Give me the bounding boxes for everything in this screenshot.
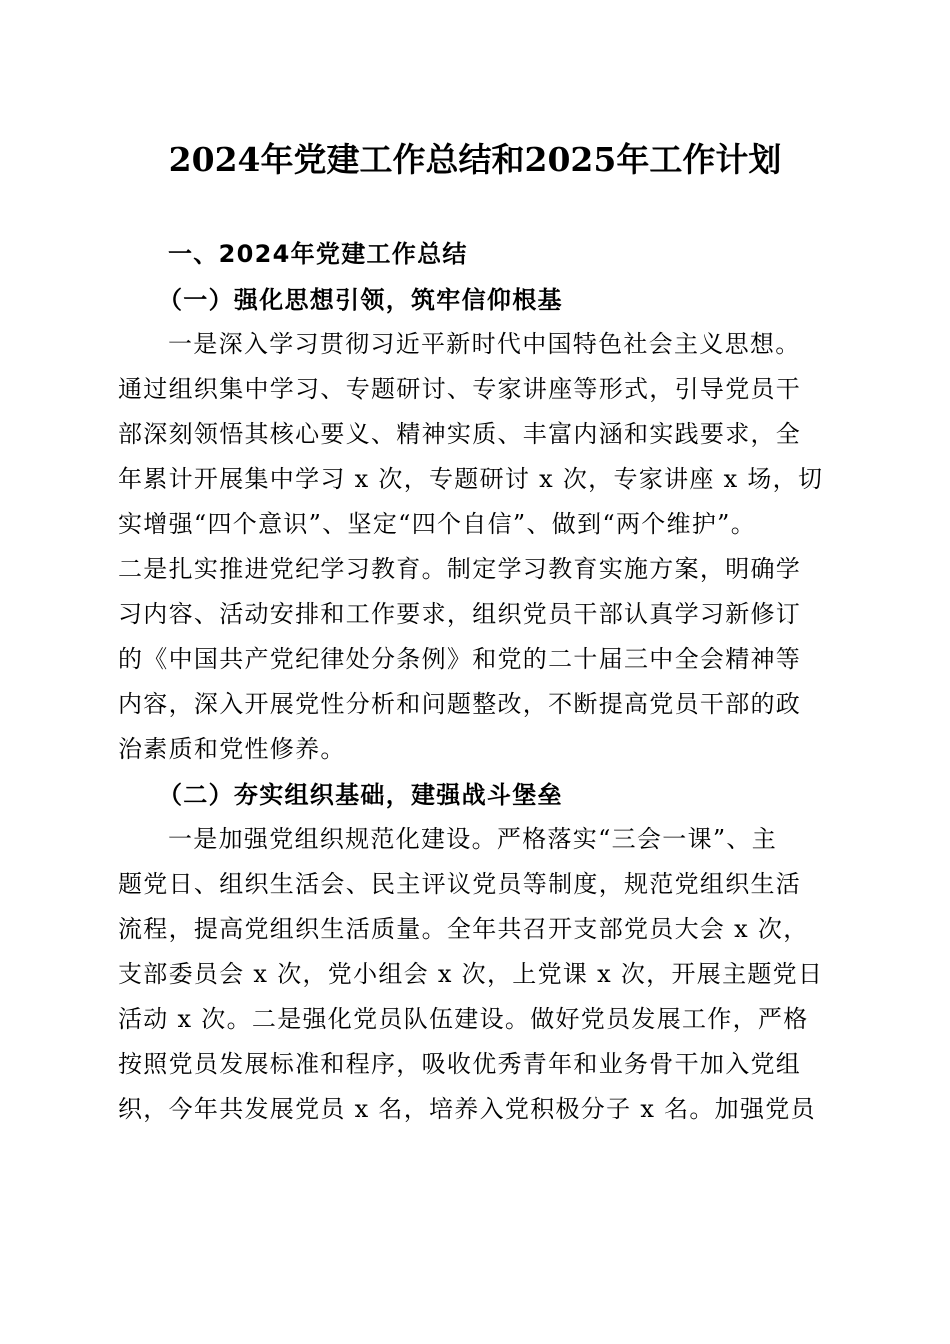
paragraph-line: 治素质和党性修养。	[118, 735, 346, 763]
paragraph-line: 部深刻领悟其核心要义、精神实质、丰富内涵和实践要求，全	[118, 420, 802, 448]
subsection-heading-1: （一）强化思想引领，筑牢信仰根基	[158, 285, 563, 314]
document-body	[118, 232, 830, 1132]
paragraph-line: 按照党员发展标准和程序，吸收优秀青年和业务骨干加入党组	[118, 1050, 802, 1078]
paragraph-line: 习内容、活动安排和工作要求，组织党员干部认真学习新修订	[118, 600, 802, 628]
paragraph-line: 年累计开展集中学习 x 次，专题研讨 x 次，专家讲座 x 场，切	[118, 465, 824, 493]
paragraph-2	[118, 817, 830, 1132]
paragraph-line: 题党日、组织生活会、民主评议党员等制度，规范党组织生活	[118, 870, 802, 898]
paragraph-line: 内容，深入开展党性分析和问题整改，不断提高党员干部的政	[118, 690, 802, 718]
subsection-heading-2: （二）夯实组织基础，建强战斗堡垒	[158, 780, 563, 809]
document-title: 2024年党建工作总结和2025年工作计划	[168, 140, 782, 179]
paragraph-line: 一是加强党组织规范化建设。严格落实“三会一课”、主	[168, 825, 778, 853]
paragraph-line: 活动 x 次。二是强化党员队伍建设。做好党员发展工作，严格	[118, 1005, 809, 1033]
paragraph-1	[118, 322, 830, 772]
paragraph-line: 通过组织集中学习、专题研讨、专家讲座等形式，引导党员干	[118, 375, 802, 403]
paragraph-line: 织，今年共发展党员 x 名，培养入党积极分子 x 名。加强党员	[118, 1095, 816, 1123]
paragraph-line: 流程，提高党组织生活质量。全年共召开支部党员大会 x 次，	[118, 915, 809, 943]
paragraph-line: 二是扎实推进党纪学习教育。制定学习教育实施方案，明确学	[118, 555, 802, 583]
section-heading-1: 一、2024年党建工作总结	[168, 240, 468, 268]
paragraph-line: 的《中国共产党纪律处分条例》和党的二十届三中全会精神等	[118, 645, 802, 673]
paragraph-line: 一是深入学习贯彻习近平新时代中国特色社会主义思想。	[168, 330, 801, 358]
paragraph-line: 实增强“四个意识”、坚定“四个自信”、做到“两个维护”。	[118, 510, 757, 538]
paragraph-line: 支部委员会 x 次，党小组会 x 次，上党课 x 次，开展主题党日	[118, 960, 824, 988]
